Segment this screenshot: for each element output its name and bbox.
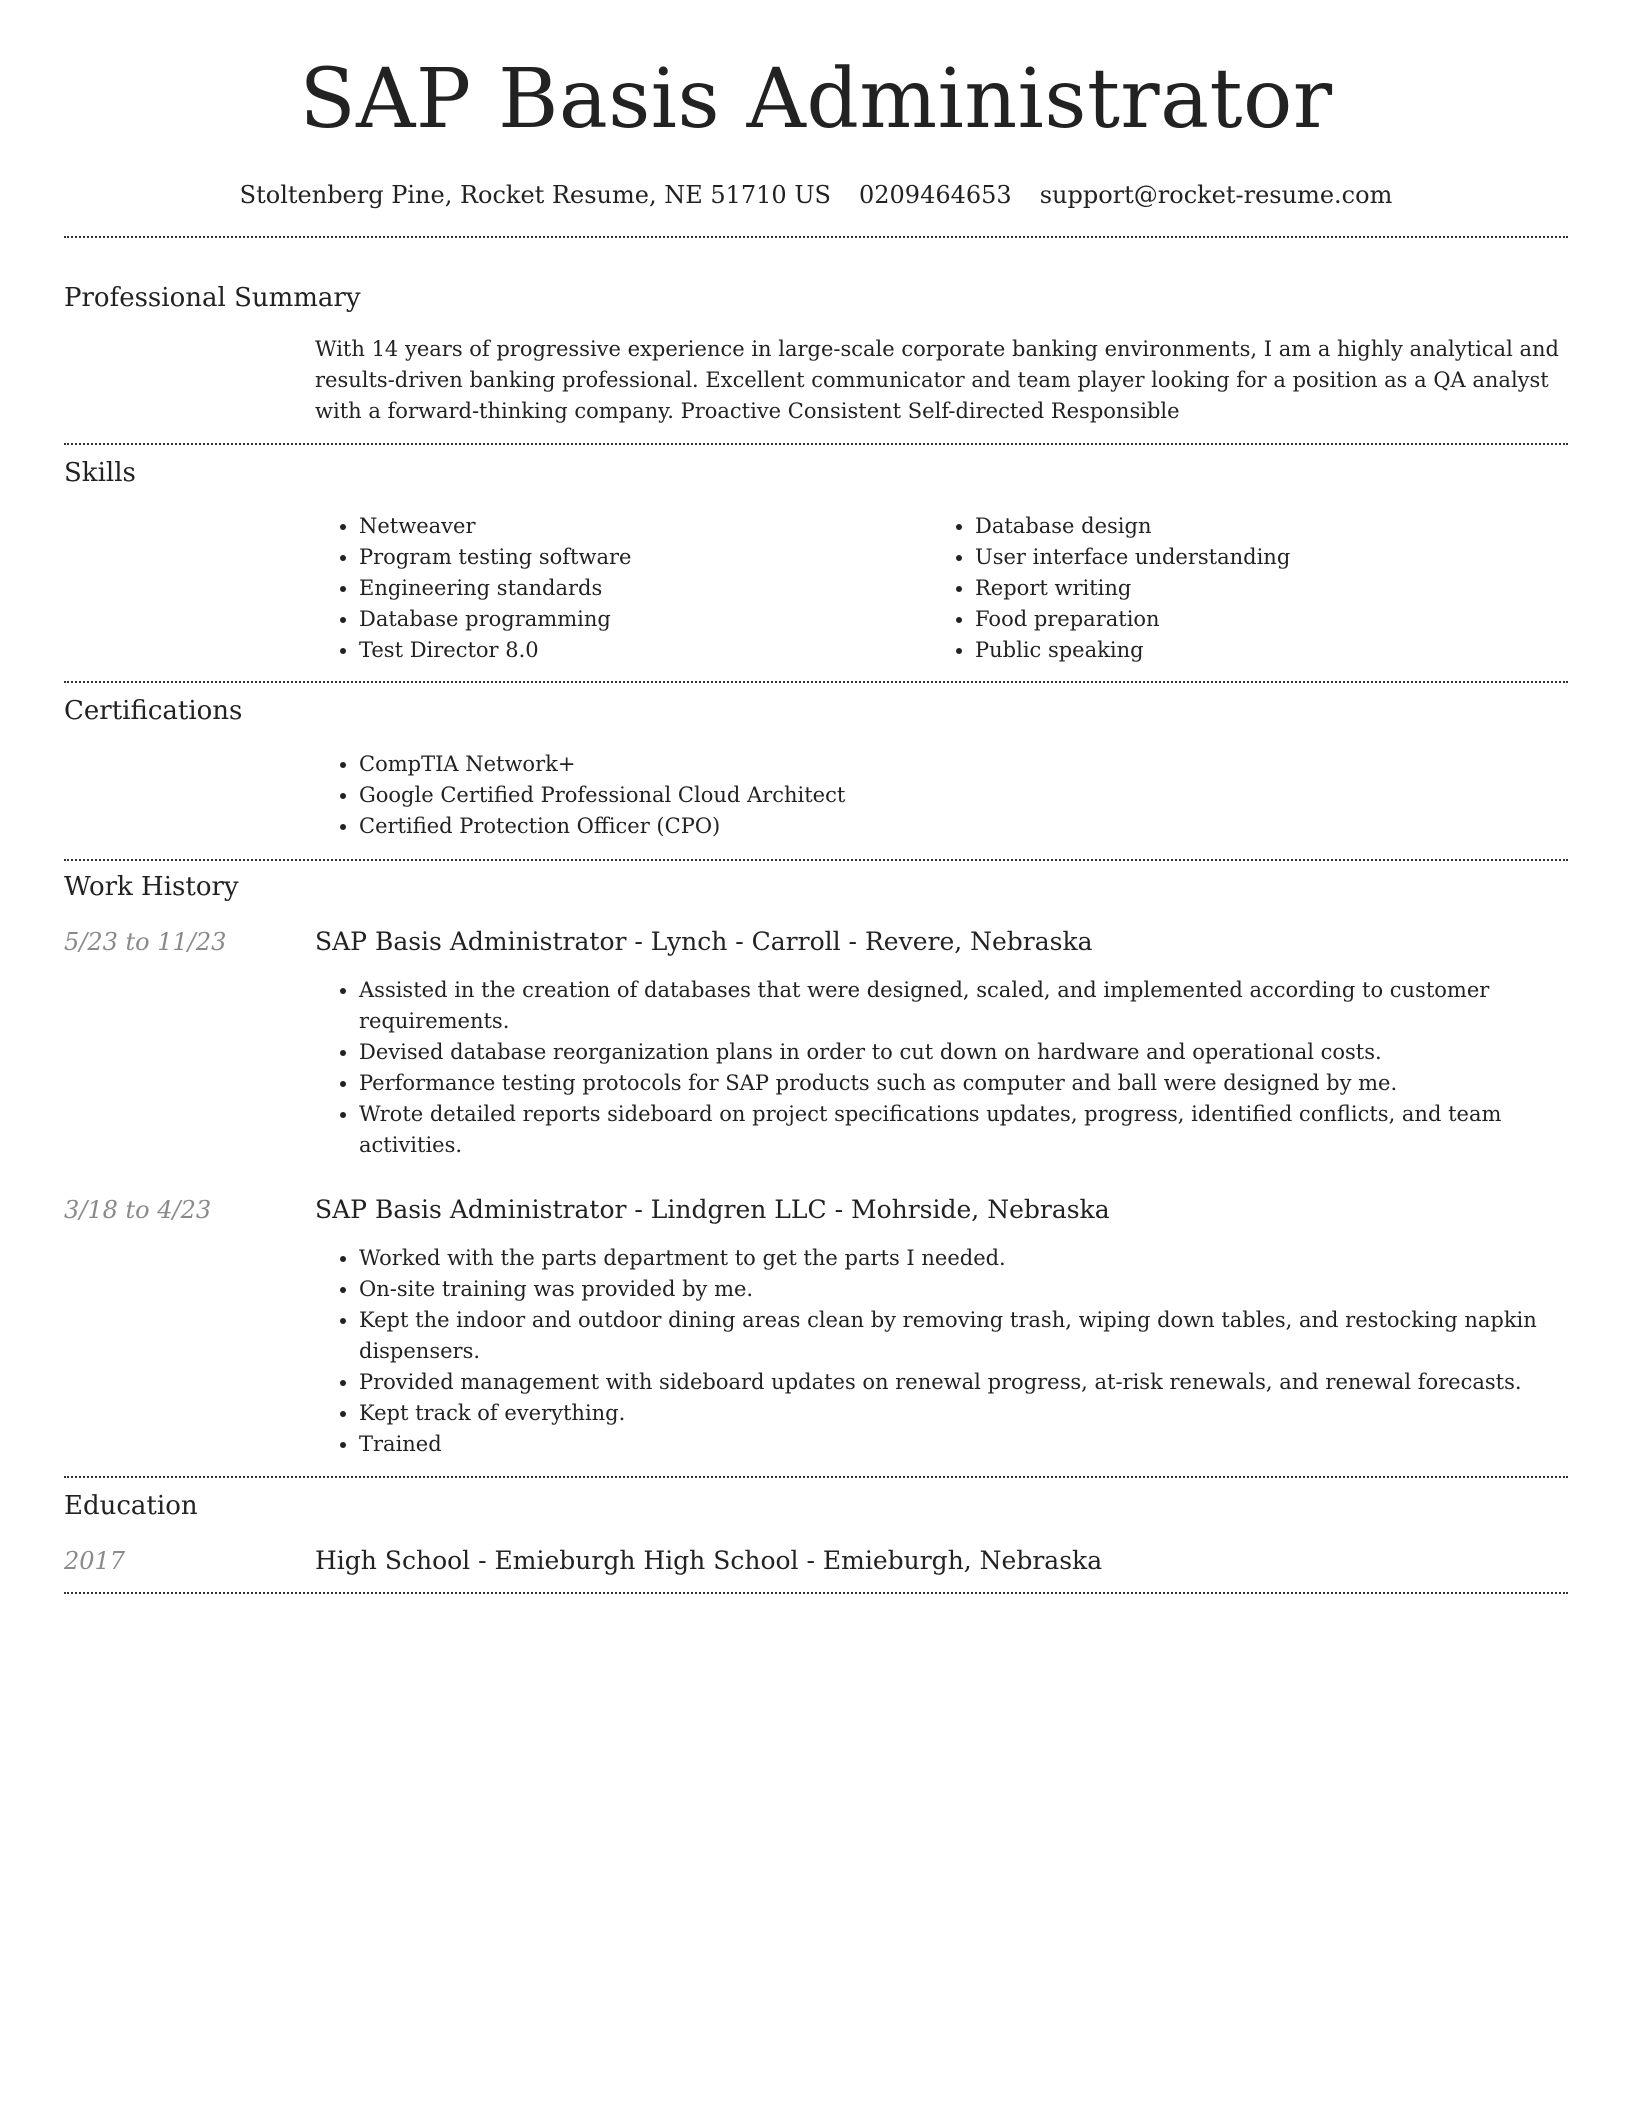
job-bullet: • Performance testing protocols for SAP products such as computer and ball were designed by me. (359, 1068, 1568, 1099)
contact-phone: 0209464653 (859, 181, 1012, 209)
section-title-education: Education (64, 1491, 198, 1521)
job-bullet: • Worked with the parts department to get the parts I needed. (359, 1243, 1568, 1274)
skill-item: • Food preparation (975, 604, 1547, 635)
skill-item: • Test Director 8.0 (359, 635, 931, 666)
divider (64, 443, 1568, 445)
certification-item: • Certified Protection Officer (CPO) (359, 811, 1568, 842)
education-entry (64, 1546, 1568, 1576)
contact-line (0, 180, 1632, 210)
skills-column-right (931, 511, 1547, 666)
skill-item: • Database programming (359, 604, 931, 635)
job-bullet: • Wrote detailed reports sideboard on project specifications updates, progress, identified conflicts, and team activities. (359, 1099, 1568, 1161)
section-title-certifications: Certifications (64, 696, 243, 726)
candidate-name: SAP Basis Administrator (299, 52, 1333, 147)
skill-item: • Report writing (975, 573, 1547, 604)
skills-grid (315, 511, 1568, 666)
divider (64, 859, 1568, 861)
job-entry (64, 1195, 1568, 1460)
job-bullet: • Trained (359, 1429, 1568, 1460)
section-title-work-history: Work History (64, 872, 239, 902)
job-title: SAP Basis Administrator - Lynch - Carroll - Revere, Nebraska (315, 927, 1093, 956)
job-entry (64, 927, 1568, 1161)
section-title-summary: Professional Summary (64, 283, 361, 313)
job-bullet: • Devised database reorganization plans in order to cut down on hardware and operational costs. (359, 1037, 1568, 1068)
section-title-skills: Skills (64, 458, 136, 488)
summary-text: With 14 years of progressive experience in large-scale corporate banking environments, I am a highly analytical and results-driven banking professional. Excellent communicator and team player looking for a position as a QA analyst with a forward-thinking company. Proactive Consistent Self-directed Responsible (315, 337, 1559, 423)
certification-item: • CompTIA Network+ (359, 749, 1568, 780)
skills-column-left (315, 511, 931, 666)
divider (64, 1592, 1568, 1594)
skill-item: • Public speaking (975, 635, 1547, 666)
divider (64, 236, 1568, 238)
skill-item: • Database design (975, 511, 1547, 542)
skill-item: • Program testing software (359, 542, 931, 573)
job-bullet: • Kept track of everything. (359, 1398, 1568, 1429)
job-bullet: • Assisted in the creation of databases that were designed, scaled, and implemented according to customer requirements. (359, 975, 1568, 1037)
certification-item: • Google Certified Professional Cloud Architect (359, 780, 1568, 811)
contact-address: Stoltenberg Pine, Rocket Resume, NE 51710 US (239, 181, 831, 209)
skill-item: • User interface understanding (975, 542, 1547, 573)
skill-item: • Engineering standards (359, 573, 931, 604)
resume-header (0, 0, 1632, 210)
skill-item: • Netweaver (359, 511, 931, 542)
education-date: 2017 (64, 1547, 126, 1575)
education-detail: High School - Emieburgh High School - Emieburgh, Nebraska (315, 1546, 1103, 1575)
divider (64, 681, 1568, 683)
skills-section (64, 457, 1568, 666)
job-title: SAP Basis Administrator - Lindgren LLC - Mohrside, Nebraska (315, 1195, 1110, 1224)
summary-section (64, 282, 1568, 427)
contact-email: support@rocket-resume.com (1039, 181, 1393, 209)
work-history-section (64, 871, 1568, 1460)
job-bullet: • On-site training was provided by me. (359, 1274, 1568, 1305)
job-bullet: • Kept the indoor and outdoor dining areas clean by removing trash, wiping down tables, and restocking napkin dispensers. (359, 1305, 1568, 1367)
job-dates: 3/18 to 4/23 (64, 1196, 212, 1224)
job-dates: 5/23 to 11/23 (64, 928, 227, 956)
education-section (64, 1490, 1568, 1576)
job-bullet: • Provided management with sideboard updates on renewal progress, at-risk renewals, and renewal forecasts. (359, 1367, 1568, 1398)
divider (64, 1476, 1568, 1478)
certifications-section (64, 695, 1568, 842)
